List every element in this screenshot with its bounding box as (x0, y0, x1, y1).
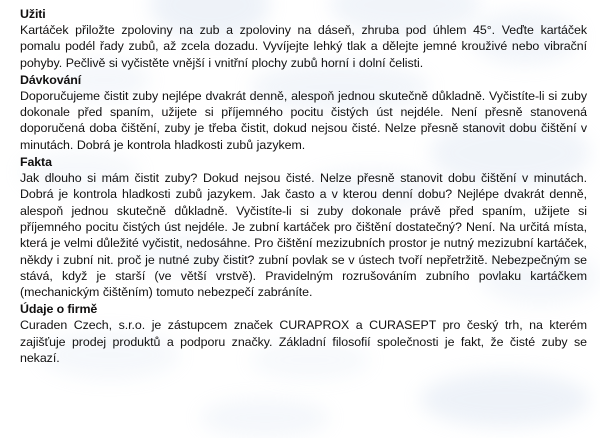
section-body: Doporučujeme čistit zuby nejlépe dvakrát denně, alespoň jednou skutečně důkladně. Vyčistíte-li si zuby dokonale před spaním, užijete si příjemného pocitu čistých úst nejdéle. Není přesně stanovená doporučená doba čištění, zuby je třeba čistit, dokud nejsou čisté. Nelze přesně stanovit dobu čištění v minutách. Dobrá je kontrola hladkosti zubů jazykem. (20, 88, 587, 152)
section-heading: Dávkování (20, 72, 82, 87)
section-udaje-o-firme (20, 301, 587, 366)
section-body: Kartáček přiložte zpoloviny na zub a zpoloviny na dáseň, zhruba pod úhlem 45°. Veďte kartáček pomalu podél řady zubů, až zcela dozadu. Vyvíjejte lehký tlak a dělejte jemné krouživé nebo vibrační pohyby. Pečlivě si vyčistěte vnější i vnitřní plochy zubů horní i dolní čelisti. (20, 23, 587, 70)
section-heading: Užiti (20, 7, 46, 21)
section-heading: Údaje o firmě (20, 302, 98, 317)
section-heading: Fakta (20, 155, 52, 170)
section-uziti (20, 6, 587, 71)
section-davkovani (20, 72, 587, 153)
section-body: Curaden Czech, s.r.o. je zástupcem značek CURAPROX a CURASEPT pro český trh, na kterém zajišťuje prodej produktů a podporu značky. Základní filosofií společnosti je fakt, že čisté zuby se nekazí. (20, 318, 587, 366)
section-body: Jak dlouho si mám čistit zuby? Dokud nejsou čisté. Nelze přesně stanovit dobu čištění v minutách. Dobrá je kontrola hladkosti zubů jazykem. Jak často a v kterou denní dobu? Nejlépe dvakrát denně, alespoň jednou skutečně důkladně. Vyčistíte-li si zuby dokonale právě před spaním, užijete si příjemného pocitu čistých úst nejdéle. Je zubní kartáček pro čištění dostatečný? Není. Na určitá místa, která je velmi důležité vyčistit, nedosáhne. Pro čištění mezizubních prostor je nutný mezizubní kartáček, někdy i zubní nit. proč je nutné zuby čistit? zubní povlak se v ústech tvoří nepřetržitě. Nebezpečným se stává, když je starší (ve větší vrstvě). Pravidelným rozrušováním zubního povlaku kartáčkem (mechanickým čištěním) tomuto nebezpečí zabráníte. (20, 171, 587, 300)
section-fakta (20, 154, 587, 300)
